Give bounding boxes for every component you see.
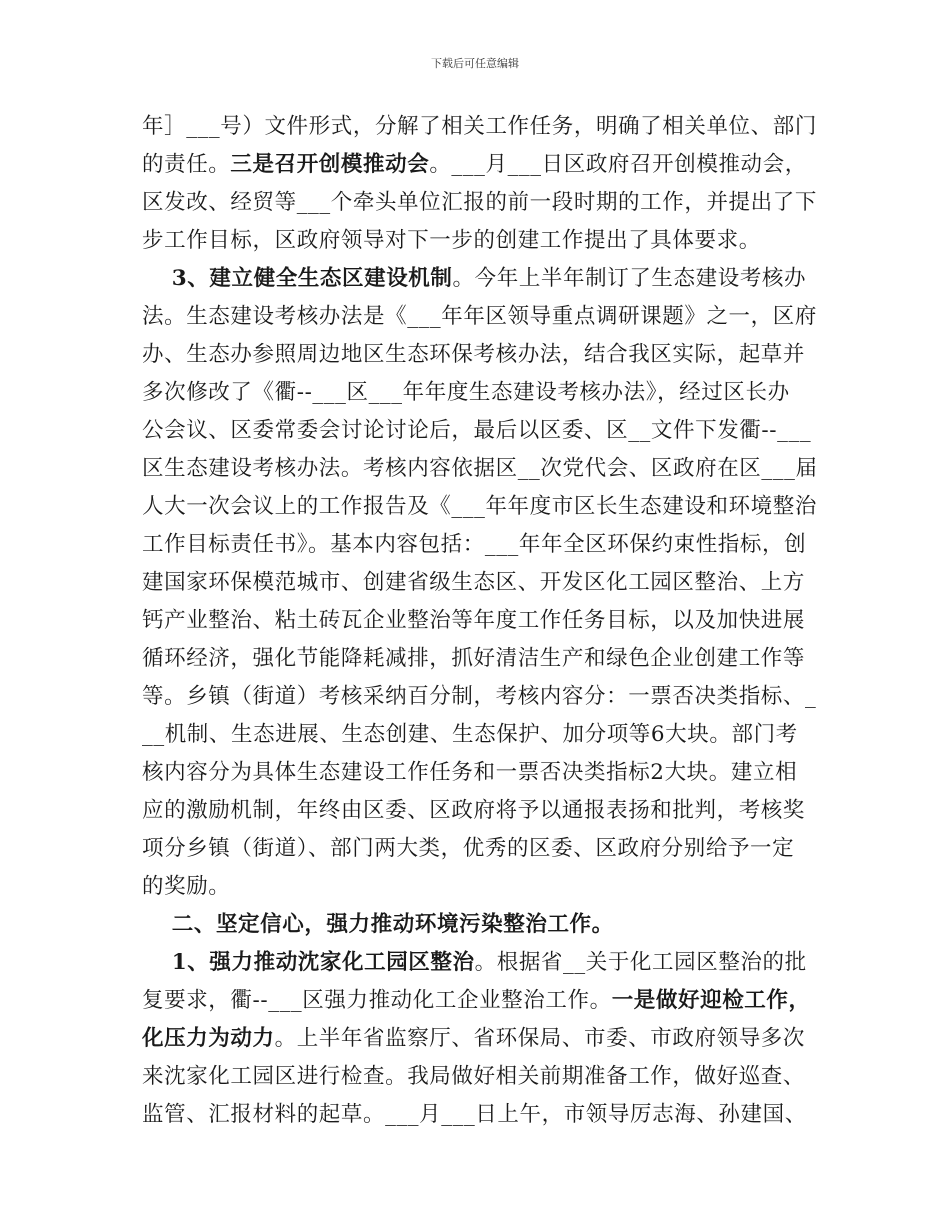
text-line bbox=[142, 184, 817, 222]
text-segment: 区生态建设考核办法。考核内容依据区__次党代会、区政府在区___届 bbox=[142, 456, 818, 481]
text-line bbox=[142, 716, 810, 754]
text-line bbox=[142, 906, 810, 944]
text-segment: 公会议、区委常委会讨论讨论后，最后以区委、区__文件下发衢--___ bbox=[142, 418, 812, 443]
bold-text-segment: 化压力为动力 bbox=[142, 1026, 275, 1051]
bold-text-segment: 一是做好迎检工作， bbox=[611, 988, 811, 1013]
text-segment: 办、生态办参照周边地区生态环保考核办法，结合我区实际，起草并 bbox=[142, 342, 806, 367]
text-segment: 项分乡镇（街道）、部门两大类，优秀的区委、区政府分别给予一定 bbox=[142, 836, 795, 861]
text-line bbox=[142, 146, 810, 184]
text-line bbox=[142, 488, 817, 526]
text-segment bbox=[142, 266, 172, 291]
text-segment bbox=[142, 912, 172, 937]
text-segment: 年］___号）文件形式，分解了相关工作任务，明确了相关单位、部门 bbox=[142, 114, 817, 139]
text-line bbox=[142, 298, 817, 336]
text-line bbox=[142, 108, 817, 146]
text-segment: 。上半年省监察厅、省环保局、市委、市政府领导多次 bbox=[274, 1026, 806, 1051]
text-segment: 复要求，衢--___区强力推动化工企业整治工作。 bbox=[142, 988, 612, 1013]
text-segment: 核内容分为具体生态建设工作任务和一票否决类指标2大块。建立相 bbox=[142, 760, 798, 785]
text-line bbox=[142, 450, 818, 488]
text-segment: 法。生态建设考核办法是《___年年区领导重点调研课题》之一，区府 bbox=[142, 304, 817, 329]
bold-text-segment: 二、坚定信心，强力推动环境污染整治工作。 bbox=[171, 912, 614, 937]
text-segment: 等。乡镇（街道）考核采纳百分制，考核内容分：一票否决类指标、_ bbox=[142, 684, 817, 709]
text-segment: 人大一次会议上的工作报告及《___年年度市区长生态建设和环境整治 bbox=[142, 494, 817, 519]
text-segment: 来沈家化工园区进行检查。我局做好相关前期准备工作，做好巡查、 bbox=[142, 1064, 806, 1089]
bold-text-segment: 1、强力推动沈家化工园区整治 bbox=[171, 950, 475, 975]
text-line bbox=[142, 1096, 810, 1134]
bold-text-segment: 3、建立健全生态区建设机制 bbox=[171, 266, 453, 291]
text-line bbox=[142, 602, 810, 640]
text-line bbox=[142, 944, 810, 982]
text-segment: __机制、生态进展、生态创建、生态保护、加分项等6大块。部门考 bbox=[142, 722, 798, 747]
text-line bbox=[142, 374, 810, 412]
text-line bbox=[142, 260, 810, 298]
text-line bbox=[142, 222, 810, 260]
text-line bbox=[142, 1020, 810, 1058]
text-segment bbox=[142, 950, 172, 975]
text-line bbox=[142, 678, 817, 716]
text-line bbox=[142, 868, 810, 906]
text-segment: 区发改、经贸等___个牵头单位汇报的前一段时期的工作，并提出了下 bbox=[142, 190, 817, 215]
text-line bbox=[142, 336, 810, 374]
text-segment: 循环经济，强化节能降耗减排，抓好清洁生产和绿色企业创建工作等 bbox=[142, 646, 806, 671]
text-segment: 建国家环保模范城市、创建省级生态区、开发区化工园区整治、上方 bbox=[142, 570, 806, 595]
text-line bbox=[142, 830, 810, 868]
page-header: 下载后可任意编辑 bbox=[431, 57, 519, 70]
text-line bbox=[142, 792, 810, 830]
text-segment: 。___月___日区政府召开创模推动会， bbox=[429, 152, 807, 177]
text-line bbox=[142, 1058, 810, 1096]
text-segment: 多次修改了《衢--___区___年年度生态建设考核办法》，经过区长办 bbox=[142, 380, 790, 405]
text-line bbox=[142, 640, 810, 678]
text-segment: 监管、汇报材料的起草。___月___日上午，市领导厉志海、孙建国、 bbox=[142, 1102, 807, 1127]
text-segment: 。今年上半年制订了生态建设考核办 bbox=[452, 266, 807, 291]
text-segment: 步工作目标，区政府领导对下一步的创建工作提出了具体要求。 bbox=[142, 228, 761, 253]
text-segment: 钙产业整治、粘土砖瓦企业整治等年度工作任务目标，以及加快进展 bbox=[142, 608, 806, 633]
bold-text-segment: 三是召开创模推动会 bbox=[230, 152, 430, 177]
text-segment: 。根据省__关于化工园区整治的批 bbox=[474, 950, 807, 975]
text-line bbox=[142, 982, 810, 1020]
document-body bbox=[142, 108, 818, 1134]
text-segment: 的责任。 bbox=[142, 152, 231, 177]
text-segment: 工作目标责任书》。基本内容包括：___年年全区环保约束性指标，创 bbox=[142, 532, 807, 557]
text-line bbox=[142, 412, 810, 450]
text-line bbox=[142, 526, 810, 564]
text-line bbox=[142, 564, 810, 602]
text-segment: 的奖励。 bbox=[142, 874, 231, 899]
text-line bbox=[142, 754, 810, 792]
text-segment: 应的激励机制，年终由区委、区政府将予以通报表扬和批判，考核奖 bbox=[142, 798, 806, 823]
